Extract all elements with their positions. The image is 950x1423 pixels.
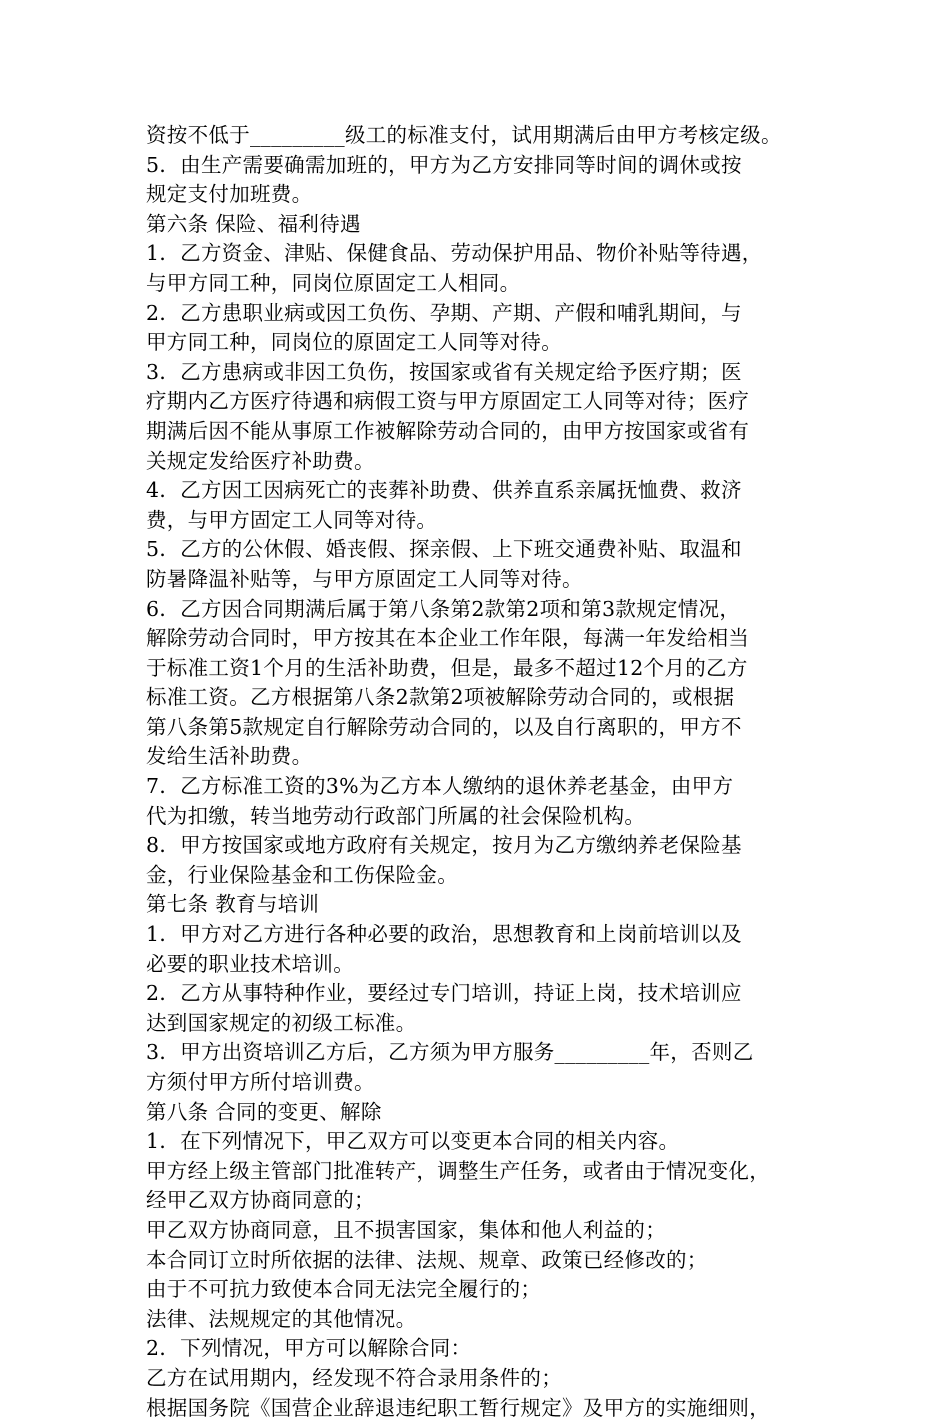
text-line: 4．乙方因工因病死亡的丧葬补助费、供养直系亲属抚恤费、救济 — [146, 478, 742, 503]
text-line: 防暑降温补贴等，与甲方原固定工人同等对待。 — [146, 566, 583, 591]
text-line: 规定支付加班费。 — [146, 182, 313, 207]
text-line: 7．乙方标准工资的3%为乙方本人缴纳的退休养老基金，由甲方 — [146, 774, 734, 799]
text-line: 3．甲方出资培训乙方后，乙方须为甲方服务_________年，否则乙 — [146, 1040, 754, 1065]
text-line: 费，与甲方固定工人同等对待。 — [146, 507, 438, 532]
text-line: 由于不可抗力致使本合同无法完全履行的； — [146, 1277, 542, 1302]
text-line: 5．由生产需要确需加班的，甲方为乙方安排同等时间的调休或按 — [146, 152, 742, 177]
text-line: 达到国家规定的初级工标准。 — [146, 1010, 417, 1035]
text-line: 2．乙方从事特种作业，要经过专门培训，持证上岗，技术培训应 — [146, 981, 742, 1006]
text-line: 1．甲方对乙方进行各种必要的政治，思想教育和上岗前培训以及 — [146, 922, 742, 947]
section-heading: 第八条 合同的变更、解除 — [146, 1099, 382, 1124]
text-line: 法律、法规规定的其他情况。 — [146, 1306, 417, 1331]
text-line: 甲方经上级主管部门批准转产，调整生产任务，或者由于情况变化， — [146, 1158, 770, 1183]
text-line: 甲方同工种，同岗位的原固定工人同等对待。 — [146, 330, 562, 355]
text-line: 8．甲方按国家或地方政府有关规定，按月为乙方缴纳养老保险基 — [146, 833, 742, 858]
text-line: 资按不低于_________级工的标准支付，试用期满后由甲方考核定级。 — [146, 123, 782, 147]
text-line: 第八条第5款规定自行解除劳动合同的，以及自行离职的，甲方不 — [146, 714, 742, 739]
text-line: 金，行业保险基金和工伤保险金。 — [146, 862, 458, 887]
section-heading: 第六条 保险、福利待遇 — [146, 211, 361, 236]
text-line: 于标准工资1个月的生活补助费，但是，最多不超过12个月的乙方 — [146, 655, 748, 680]
text-line: 乙方在试用期内，经发现不符合录用条件的； — [146, 1365, 562, 1390]
text-line: 标准工资。乙方根据第八条2款第2项被解除劳动合同的，或根据 — [146, 685, 735, 710]
text-line: 本合同订立时所依据的法律、法规、规章、政策已经修改的； — [146, 1247, 708, 1272]
text-line: 2．乙方患职业病或因工负伤、孕期、产期、产假和哺乳期间，与 — [146, 300, 742, 325]
text-line: 6．乙方因合同期满后属于第八条第2款第2项和第3款规定情况， — [146, 596, 741, 621]
document-body — [146, 121, 836, 1423]
text-line: 根据国务院《国营企业辞退违纪职工暂行规定》及甲方的实施细则， — [146, 1395, 770, 1420]
text-line: 期满后因不能从事原工作被解除劳动合同的，由甲方按国家或省有 — [146, 418, 750, 443]
text-line: 经甲乙双方协商同意的； — [146, 1188, 375, 1213]
text-line: 甲乙双方协商同意，且不损害国家，集体和他人利益的； — [146, 1217, 666, 1242]
text-line: 5．乙方的公休假、婚丧假、探亲假、上下班交通费补贴、取温和 — [146, 537, 742, 562]
text-line: 解除劳动合同时，甲方按其在本企业工作年限，每满一年发给相当 — [146, 626, 750, 651]
section-heading: 第七条 教育与培训 — [146, 892, 320, 917]
text-line: 1．乙方资金、津贴、保健食品、劳动保护用品、物价补贴等待遇， — [146, 241, 763, 266]
text-line: 发给生活补助费。 — [146, 744, 313, 769]
text-line: 1．在下列情况下，甲乙双方可以变更本合同的相关内容。 — [146, 1129, 680, 1154]
text-line: 关规定发给医疗补助费。 — [146, 448, 375, 473]
text-line: 与甲方同工种，同岗位原固定工人相同。 — [146, 270, 521, 295]
text-line: 2．下列情况，甲方可以解除合同： — [146, 1336, 472, 1361]
text-line: 必要的职业技术培训。 — [146, 951, 354, 976]
text-line: 疗期内乙方医疗待遇和病假工资与甲方原固定工人同等对待；医疗 — [146, 389, 750, 414]
text-line: 3．乙方患病或非因工负伤，按国家或省有关规定给予医疗期；医 — [146, 359, 742, 384]
text-line: 方须付甲方所付培训费。 — [146, 1070, 375, 1094]
text-line: 代为扣缴，转当地劳动行政部门所属的社会保险机构。 — [146, 803, 646, 828]
